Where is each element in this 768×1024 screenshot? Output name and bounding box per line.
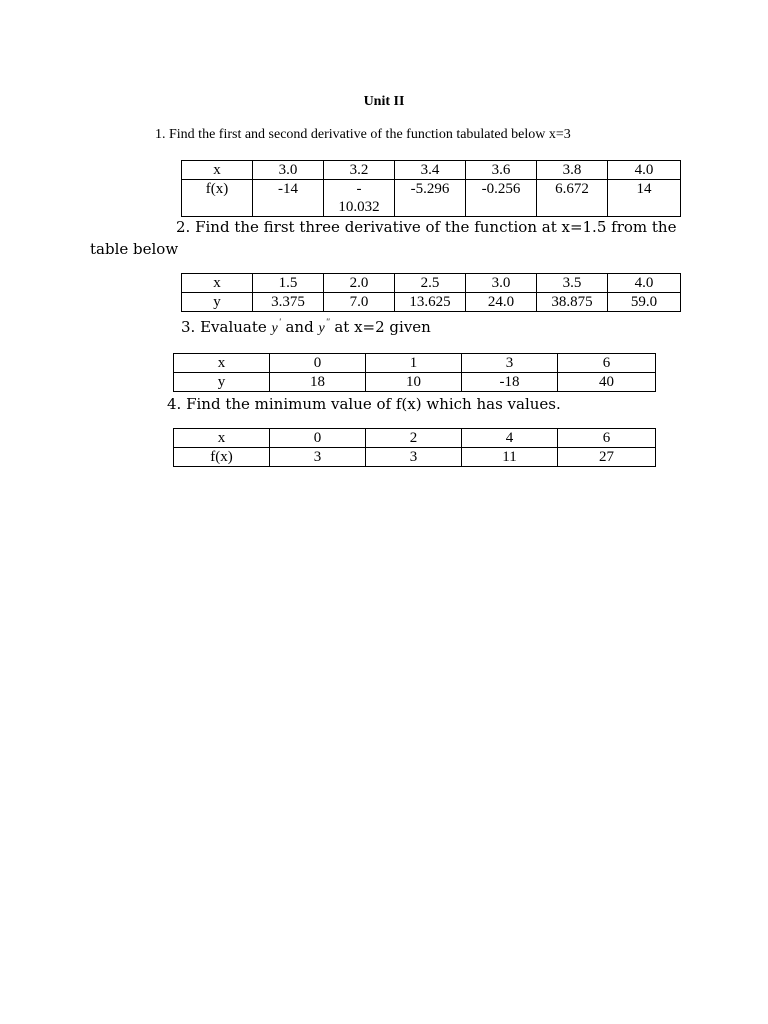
table-cell: -5.296: [395, 180, 466, 217]
table-cell: 38.875: [537, 293, 608, 312]
table-cell: 1: [366, 354, 462, 373]
table-cell: -18: [462, 373, 558, 392]
question-3-conj: and: [285, 318, 314, 336]
table-row: [174, 354, 656, 373]
table-cell: 40: [558, 373, 656, 392]
table-cell: 0: [270, 354, 366, 373]
table-row: [174, 429, 656, 448]
table-cell: 0: [270, 429, 366, 448]
table-cell: 18: [270, 373, 366, 392]
table-cell: 59.0: [608, 293, 681, 312]
table-row: [182, 293, 681, 312]
y-variable: y: [318, 321, 325, 336]
y-prime-symbol: [271, 317, 281, 336]
table-row: [174, 448, 656, 467]
table-cell: 10: [366, 373, 462, 392]
prime-mark: ': [278, 317, 281, 327]
table-row: [174, 373, 656, 392]
table-cell: 7.0: [324, 293, 395, 312]
table-cell: -14: [253, 180, 324, 217]
question-1-table: [181, 160, 681, 217]
table-cell: 24.0: [466, 293, 537, 312]
table-cell: 3: [270, 448, 366, 467]
table-cell: 3.6: [466, 161, 537, 180]
table-row: [182, 180, 681, 217]
table-cell: x: [182, 161, 253, 180]
cell-line-value: 10.032: [338, 199, 380, 215]
question-3-table: [173, 353, 656, 392]
table-cell: f(x): [182, 180, 253, 217]
question-2-line-1: 2. Find the first three derivative of the function at x=1.5 from the: [176, 218, 677, 236]
cell-line-sign: -: [356, 181, 362, 197]
table-cell: x: [174, 354, 270, 373]
table-cell: 6.672: [537, 180, 608, 217]
y-double-prime-symbol: [318, 317, 330, 336]
table-cell: 6: [558, 429, 656, 448]
table-cell: 4.0: [608, 274, 681, 293]
question-3-text: [181, 318, 431, 337]
table-cell: 3.375: [253, 293, 324, 312]
question-4-table: [173, 428, 656, 467]
table-cell: 27: [558, 448, 656, 467]
table-cell: 3.0: [253, 161, 324, 180]
question-3-suffix: at x=2 given: [334, 318, 431, 336]
table-cell: 1.5: [253, 274, 324, 293]
question-1-text: 1. Find the first and second derivative of the function tabulated below x=3: [155, 127, 571, 142]
table-cell: -0.256: [466, 180, 537, 217]
table-cell: x: [174, 429, 270, 448]
table-cell: 11: [462, 448, 558, 467]
y-variable: y: [271, 321, 278, 336]
table-cell: 3: [462, 354, 558, 373]
table-cell: 13.625: [395, 293, 466, 312]
table-cell: 6: [558, 354, 656, 373]
table-cell: 3.5: [537, 274, 608, 293]
table-cell: 3.8: [537, 161, 608, 180]
table-cell: 3.4: [395, 161, 466, 180]
table-cell: 3.2: [324, 161, 395, 180]
table-cell: 2.0: [324, 274, 395, 293]
table-cell: 2: [366, 429, 462, 448]
table-cell: f(x): [174, 448, 270, 467]
question-2-table: [181, 273, 681, 312]
table-cell: y: [182, 293, 253, 312]
table-cell: 3: [366, 448, 462, 467]
double-prime-mark: '': [325, 317, 330, 327]
table-cell-wrapped: [324, 180, 395, 217]
table-cell: y: [174, 373, 270, 392]
page-title: Unit II: [363, 94, 405, 109]
question-2-line-2: table below: [90, 240, 179, 258]
table-cell: 4.0: [608, 161, 681, 180]
table-row: [182, 161, 681, 180]
table-cell: 14: [608, 180, 681, 217]
table-cell: x: [182, 274, 253, 293]
table-row: [182, 274, 681, 293]
question-4-text: 4. Find the minimum value of f(x) which has values.: [167, 395, 561, 413]
table-cell: 3.0: [466, 274, 537, 293]
table-cell: 4: [462, 429, 558, 448]
question-3-prefix: 3. Evaluate: [181, 318, 267, 336]
table-cell: 2.5: [395, 274, 466, 293]
